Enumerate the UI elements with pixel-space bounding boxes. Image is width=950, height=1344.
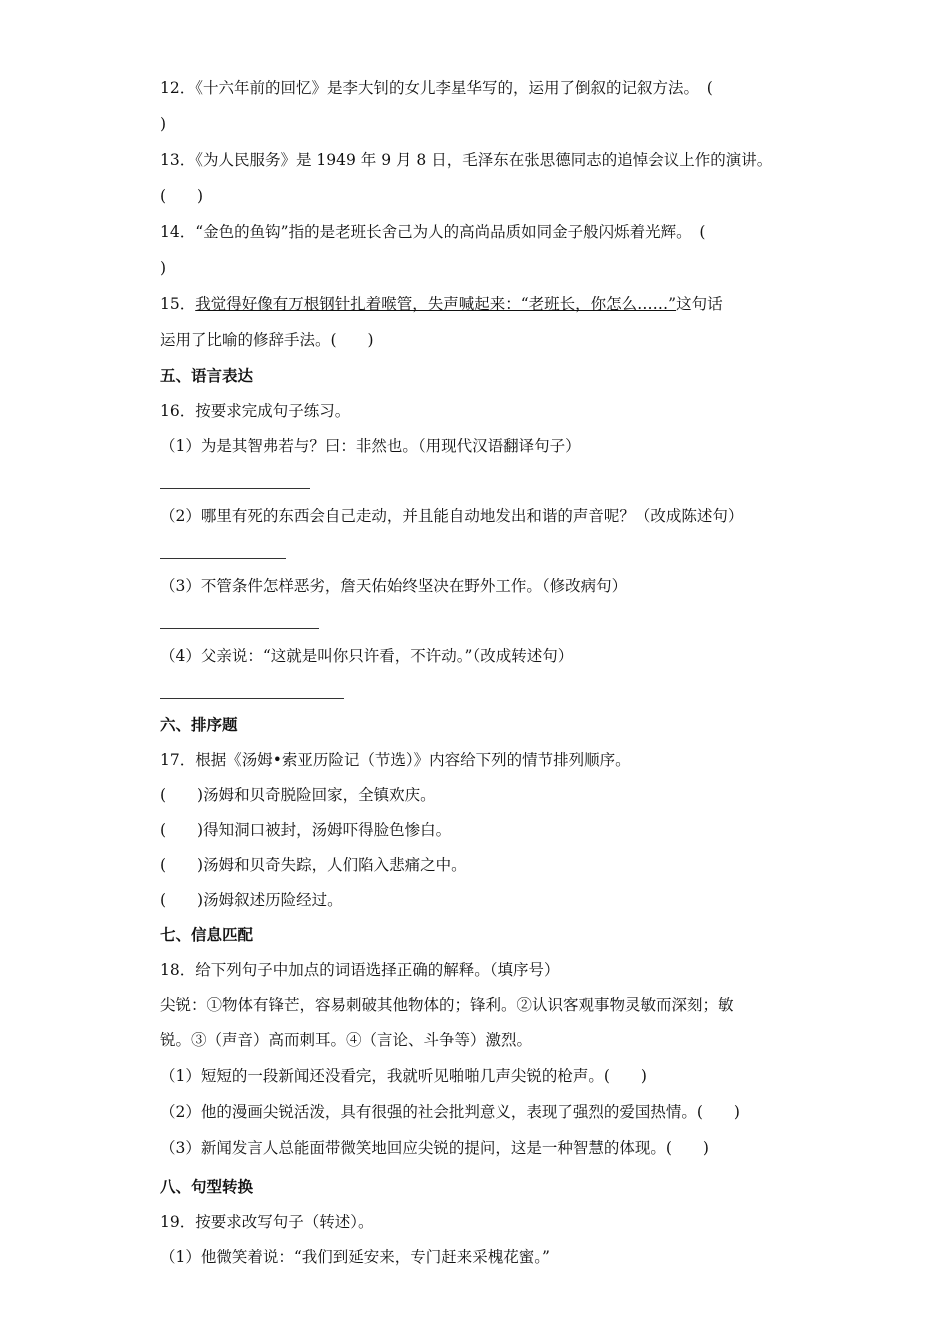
q17-stem: 17．根据《汤姆•索亚历险记（节选）》内容给下列的情节排列顺序。 (160, 751, 631, 769)
q15-number: 15． (160, 295, 196, 313)
section-heading-6: 六、排序题 (160, 716, 238, 734)
q13-line2: ( ) (160, 187, 204, 205)
section-heading-8: 八、句型转换 (160, 1178, 254, 1196)
q19-stem: 19．按要求改写句子（转述）。 (160, 1213, 374, 1231)
q13-line1: 13．《为人民服务》是 1949 年 9 月 8 日，毛泽东在张思德同志的追悼会议上作的演讲。 (160, 151, 773, 169)
q16-item-1: （1）为是其智弗若与？曰：非然也。（用现代汉语翻译句子） (160, 437, 581, 455)
q16-answer-line-1[interactable] (160, 487, 310, 489)
q18-stem: 18．给下列句子中加点的词语选择正确的解释。（填序号） (160, 961, 560, 979)
q18-definition-line2: 锐。③（声音）高而刺耳。④（言论、斗争等）激烈。 (160, 1031, 533, 1049)
q15-line1 (160, 294, 723, 314)
q18-item-1: （1）短短的一段新闻还没看完，我就听见啪啪几声尖锐的枪声。( ) (160, 1067, 647, 1085)
q12-line1: 12．《十六年前的回忆》是李大钊的女儿李星华写的，运用了倒叙的记叙方法。 ( (160, 79, 713, 97)
q15-underlined-sentence: 我觉得好像有万根钢针扎着喉管，失声喊起来：“老班长，你怎么……” (195, 295, 677, 313)
q19-item-1: （1）他微笑着说：“我们到延安来，专门赶来采槐花蜜。” (160, 1248, 550, 1266)
q16-item-3: （3）不管条件怎样恶劣，詹天佑始终坚决在野外工作。（修改病句） (160, 577, 628, 595)
q18-item-3: （3）新闻发言人总能面带微笑地回应尖锐的提问，这是一种智慧的体现。( ) (160, 1139, 709, 1157)
q16-item-4: （4）父亲说：“这就是叫你只许看，不许动。”（改成转述句） (160, 647, 574, 665)
q16-answer-line-3[interactable] (160, 627, 319, 629)
q17-item-3: ( )汤姆和贝奇失踪，人们陷入悲痛之中。 (160, 856, 467, 874)
q16-answer-line-2[interactable] (160, 557, 286, 559)
q16-stem: 16．按要求完成句子练习。 (160, 402, 351, 420)
q18-definition-line1: 尖锐：①物体有锋芒，容易刺破其他物体的；锋利。②认识客观事物灵敏而深刻；敏 (160, 996, 734, 1014)
section-heading-5: 五、语言表达 (160, 367, 254, 385)
q17-item-2: ( )得知洞口被封，汤姆吓得脸色惨白。 (160, 821, 452, 839)
q12-line2: ) (160, 115, 167, 133)
q17-item-1: ( )汤姆和贝奇脱险回家，全镇欢庆。 (160, 786, 436, 804)
q18-item-2: （2）他的漫画尖锐活泼，具有很强的社会批判意义，表现了强烈的爱国热情。( ) (160, 1103, 740, 1121)
q16-item-2: （2）哪里有死的东西会自己走动，并且能自动地发出和谐的声音呢？（改成陈述句） (160, 507, 744, 525)
q15-rest: 这句话 (676, 295, 723, 313)
q16-answer-line-4[interactable] (160, 697, 344, 699)
q17-item-4: ( )汤姆叙述历险经过。 (160, 891, 343, 909)
section-heading-7: 七、信息匹配 (160, 926, 254, 944)
q14-line1: 14．“金色的鱼钩”指的是老班长舍己为人的高尚品质如同金子般闪烁着光辉。 ( (160, 223, 706, 241)
q14-line2: ) (160, 259, 167, 277)
q15-line2: 运用了比喻的修辞手法。( ) (160, 331, 374, 349)
